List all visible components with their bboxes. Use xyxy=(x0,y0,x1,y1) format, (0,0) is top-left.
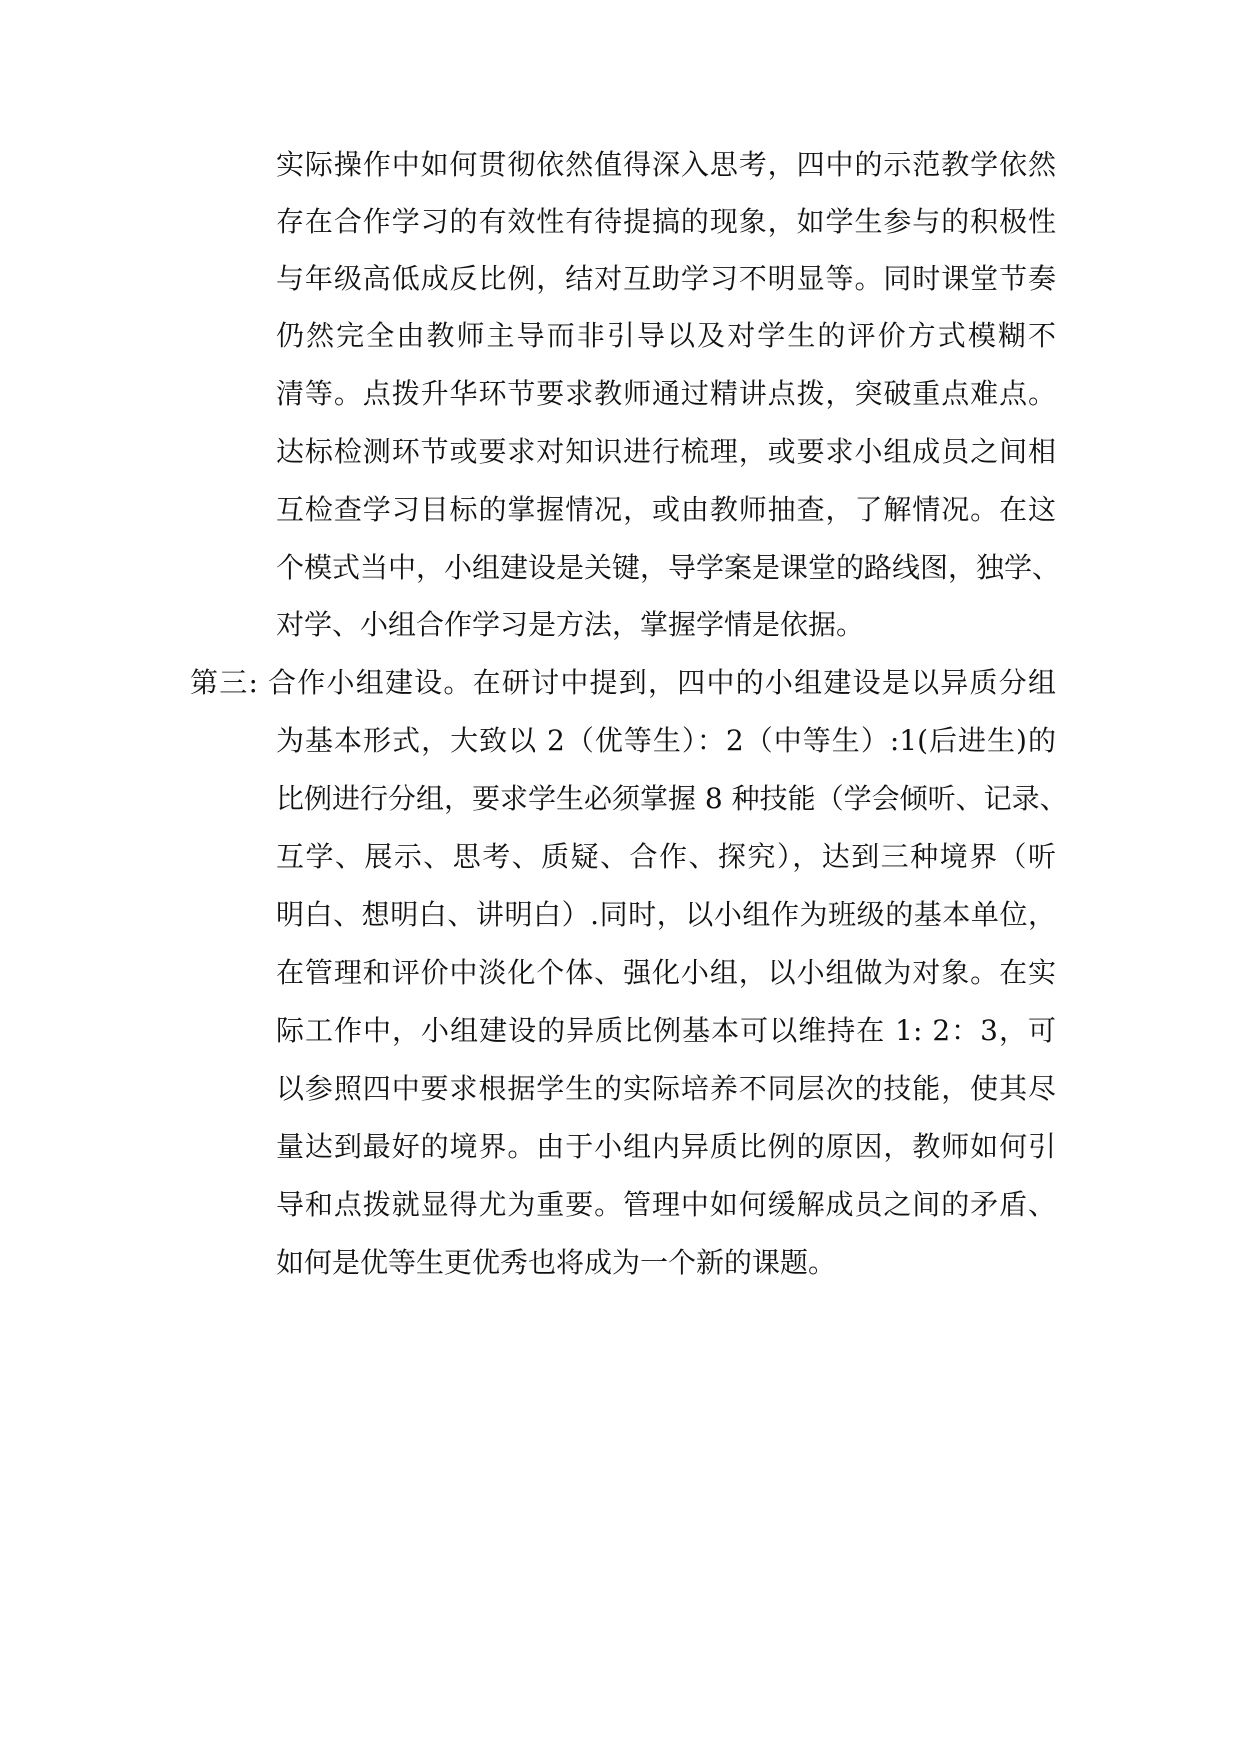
text-line: 以参照四中要求根据学生的实际培养不同层次的技能，使其尽 xyxy=(276,1072,1056,1105)
text-line: 互学、展示、思考、质疑、合作、探究），达到三种境界（听 xyxy=(276,840,1056,873)
text-line: 比例进行分组，要求学生必须掌握 8 种技能（学会倾听、记录、 xyxy=(276,782,1068,815)
text-line: 达标检测环节或要求对知识进行梳理，或要求小组成员之间相 xyxy=(276,435,1056,468)
text-line: 与年级高低成反比例，结对互助学习不明显等。同时课堂节奏 xyxy=(276,262,1056,295)
text-line: 际工作中，小组建设的异质比例基本可以维持在 1: 2：3，可 xyxy=(276,1014,1056,1047)
text-line: 导和点拨就显得尤为重要。管理中如何缓解成员之间的矛盾、 xyxy=(276,1188,1056,1221)
section-heading-line: 第三: 合作小组建设。在研讨中提到，四中的小组建设是以异质分组 xyxy=(190,666,1056,699)
text-line: 量达到最好的境界。由于小组内异质比例的原因，教师如何引 xyxy=(276,1130,1056,1163)
text-line: 明白、想明白、讲明白）.同时，以小组作为班级的基本单位， xyxy=(276,898,1056,931)
text-line: 清等。点拨升华环节要求教师通过精讲点拨，突破重点难点。 xyxy=(276,377,1056,410)
text-line: 个模式当中，小组建设是关键，导学案是课堂的路线图，独学、 xyxy=(276,551,1061,584)
text-line: 如何是优等生更优秀也将成为一个新的课题。 xyxy=(276,1246,837,1279)
text-line: 互检查学习目标的掌握情况，或由教师抽查，了解情况。在这 xyxy=(276,493,1056,526)
text-line: 在管理和评价中淡化个体、强化小组，以小组做为对象。在实 xyxy=(276,956,1056,989)
text-line: 存在合作学习的有效性有待提搞的现象，如学生参与的积极性 xyxy=(276,205,1056,238)
text-line: 实际操作中如何贯彻依然值得深入思考，四中的示范教学依然 xyxy=(276,148,1056,181)
text-line: 为基本形式，大致以 2（优等生）：2（中等生）:1(后进生)的 xyxy=(276,724,1056,757)
text-line: 仍然完全由教师主导而非引导以及对学生的评价方式模糊不 xyxy=(276,319,1056,352)
text-line: 对学、小组合作学习是方法，掌握学情是依据。 xyxy=(276,608,865,641)
